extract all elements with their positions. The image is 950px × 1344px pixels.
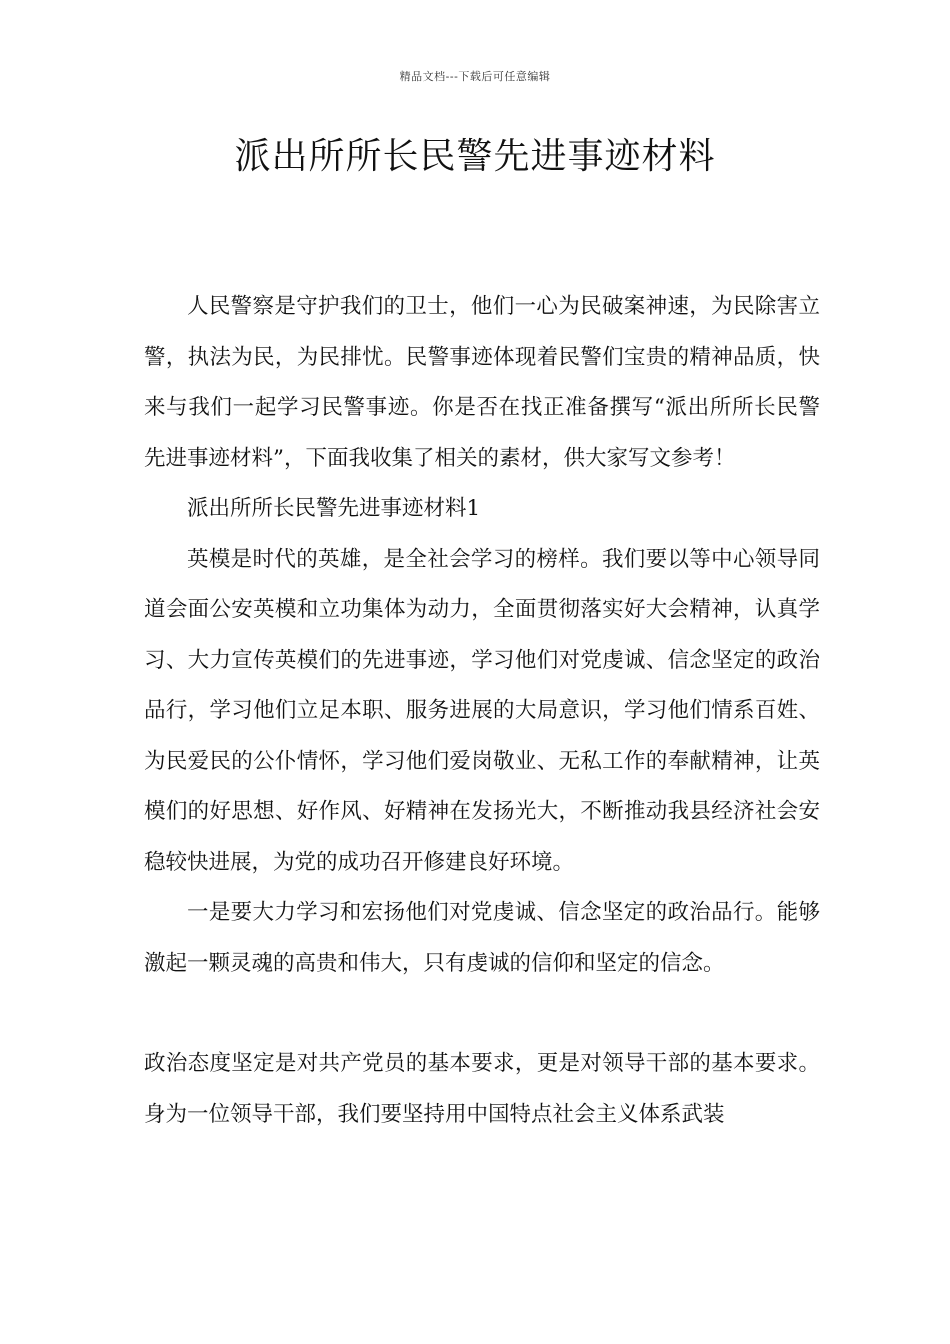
document-title: 派出所所长民警先进事迹材料 [234, 136, 716, 177]
body-paragraph: 一是要大力学习和宏扬他们对党虔诚、信念坚定的政治品行。能够激起一颗灵魂的高贵和伟大，只有虔诚的信仰和坚定的信念。 [144, 900, 820, 976]
section-heading: 派出所所长民警先进事迹材料1 [187, 496, 481, 521]
body-paragraph: 政治态度坚定是对共产党员的基本要求，更是对领导干部的基本要求。身为一位领导干部，我们要坚持用中国特点社会主义体系武装 [144, 1051, 820, 1127]
header-note: 精品文档---下载后可任意编辑 [399, 70, 551, 83]
body-paragraph: 英模是时代的英雄，是全社会学习的榜样。我们要以等中心领导同道会面公安英模和立功集体为动力，全面贯彻落实好大会精神，认真学习、大力宣传英模们的先进事迹，学习他们对党虔诚、信念坚定的政治品行，学习他们立足本职、服务进展的大局意识，学习他们情系百姓、为民爱民的公仆情怀，学习他们爱岗敬业、无私工作的奉献精神，让英模们的好思想、好作风、好精神在发扬光大，不断推动我县经济社会安稳较快进展，为党的成功召开修建良好环境。 [144, 546, 820, 875]
intro-paragraph: 人民警察是守护我们的卫士，他们一心为民破案神速，为民除害立警，执法为民，为民排忧。民警事迹体现着民警们宝贵的精神品质，快来与我们一起学习民警事迹。你是否在找正准备撰写“派出所所长民警先进事迹材料”，下面我收集了相关的素材，供大家写文参考！ [144, 294, 820, 471]
document-body [144, 282, 820, 1140]
